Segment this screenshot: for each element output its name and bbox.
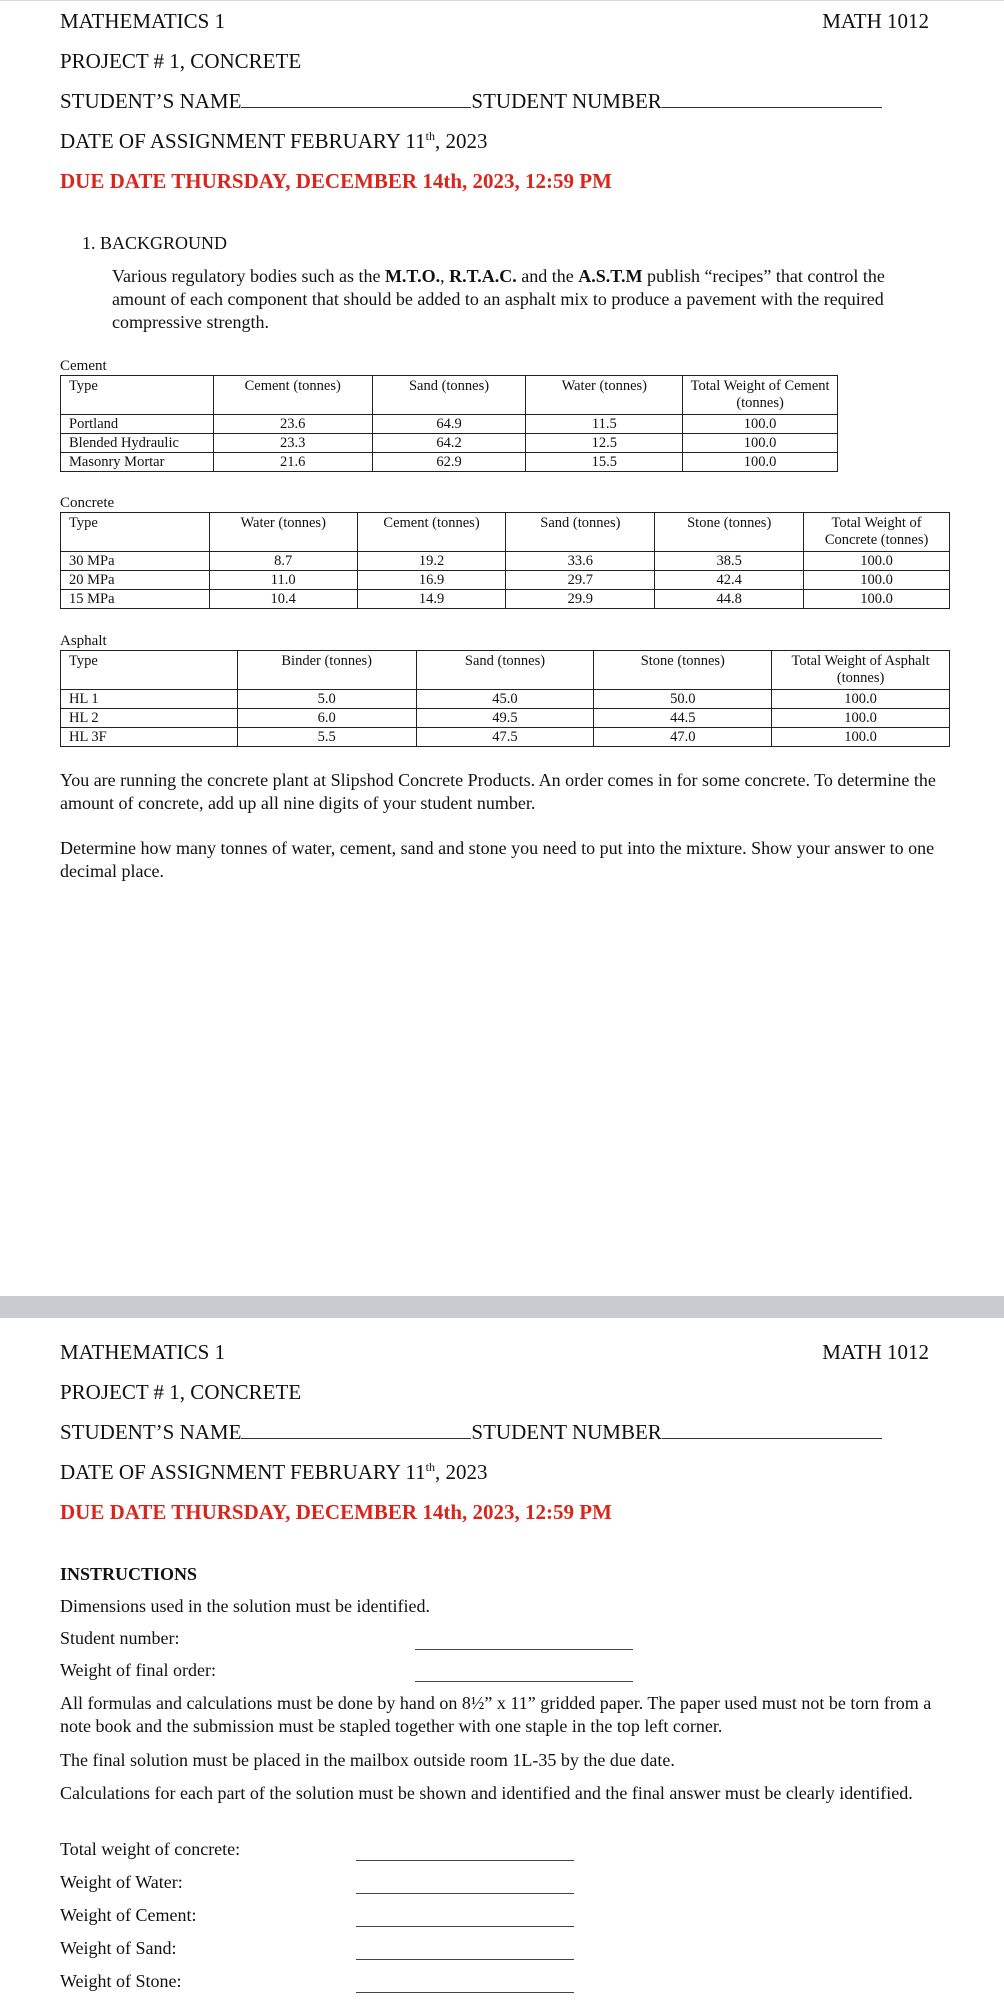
table-cell: 64.9 [372,415,526,434]
table-cell: 100.0 [804,571,950,590]
table-cell: 42.4 [655,571,804,590]
column-header: Water (tonnes) [209,513,357,552]
table-cell: 21.6 [213,453,372,472]
assignment-date-prefix: DATE OF ASSIGNMENT FEBRUARY 11 [60,1460,426,1484]
concrete-table-caption: Concrete [60,495,115,511]
column-header: Cement (tonnes) [213,376,372,415]
assignment-date [60,129,487,154]
column-header: Type [61,376,214,415]
table-row [61,590,950,609]
table-cell: 100.0 [683,453,838,472]
stone-weight-line[interactable] [356,1991,574,1993]
assignment-date-suffix: , 2023 [434,1460,488,1484]
table-cell: Blended Hydraulic [61,434,214,453]
student-name-label: STUDENT’S NAME [60,89,242,113]
column-header: Water (tonnes) [526,376,683,415]
table-row [61,453,838,472]
assignment-date-sup: th [425,129,435,143]
table-cell: 11.5 [526,415,683,434]
project-title: PROJECT # 1, CONCRETE [60,1380,302,1404]
course-title: MATHEMATICS 1 [60,1340,226,1364]
table-cell: HL 3F [61,728,238,747]
page-separator [0,1296,1004,1318]
table-cell: 49.5 [416,709,594,728]
task-paragraph-2: Determine how many tonnes of water, cement, sand and stone you need to put into the mixture. Show your answer to one decimal place. [60,838,935,881]
background-text-2: publish “recipes” that control the amount of each component that should be added to an asphalt mix to produce a pavement with the required compressive strength. [112,266,885,332]
assignment-date [60,1460,487,1485]
table-header-row [61,513,950,552]
background-heading: 1. BACKGROUND [82,233,228,253]
mto-abbr: M.T.O. [384,266,441,286]
total-weight-line[interactable] [356,1859,574,1861]
table-cell: 20 MPa [61,571,210,590]
due-date: DUE DATE THURSDAY, DECEMBER 14th, 2023, 12:59 PM [60,169,612,193]
student-name-blank[interactable] [241,89,471,108]
table-cell: 64.2 [372,434,526,453]
column-header: Type [61,651,238,690]
table-cell: 5.5 [237,728,416,747]
table-row [61,434,838,453]
student-number-label-2: Student number: [60,1628,180,1648]
assignment-date-prefix: DATE OF ASSIGNMENT FEBRUARY 11 [60,129,426,153]
due-date: DUE DATE THURSDAY, DECEMBER 14th, 2023, 12:59 PM [60,1500,612,1524]
table-cell: 30 MPa [61,552,210,571]
column-header: Total Weight of Asphalt (tonnes) [772,651,950,690]
calculation-instructions: Calculations for each part of the solution must be shown and identified and the final answer must be clearly identified. [60,1783,913,1803]
background-paragraph [112,265,942,334]
course-code: MATH 1012 [822,1340,929,1364]
table-row [61,415,838,434]
column-header: Type [61,513,210,552]
table-cell: 23.3 [213,434,372,453]
weight-final-order-line[interactable] [415,1680,633,1682]
table-cell: 100.0 [683,415,838,434]
table-cell: 10.4 [209,590,357,609]
table-cell: Masonry Mortar [61,453,214,472]
table-row [61,728,950,747]
column-header: Stone (tonnes) [594,651,772,690]
table-cell: 44.8 [655,590,804,609]
water-weight-label: Weight of Water: [60,1872,183,1892]
assignment-date-sup: th [425,1460,435,1474]
column-header: Cement (tonnes) [357,513,506,552]
cement-table [60,375,838,472]
background-sep-1: , [440,266,450,286]
page-2 [0,1318,1004,2001]
table-cell: 14.9 [357,590,506,609]
table-cell: 45.0 [416,690,594,709]
water-weight-line[interactable] [356,1892,574,1894]
column-header: Total Weight of Cement (tonnes) [683,376,838,415]
course-title: MATHEMATICS 1 [60,9,226,33]
project-title: PROJECT # 1, CONCRETE [60,49,302,73]
table-row [61,571,950,590]
table-cell: 100.0 [772,728,950,747]
table-cell: HL 2 [61,709,238,728]
table-cell: 100.0 [772,709,950,728]
column-header: Total Weight of Concrete (tonnes) [804,513,950,552]
table-cell: 62.9 [372,453,526,472]
background-sep-2: and the [516,266,579,286]
table-cell: 8.7 [209,552,357,571]
concrete-table [60,512,950,609]
table-row [61,552,950,571]
paper-instructions: All formulas and calculations must be done by hand on 8½” x 11” gridded paper. The paper used must not be torn from a note book and the submission must be stapled together with one staple in the top left corner. [60,1693,932,1736]
table-cell: 33.6 [506,552,655,571]
column-header: Sand (tonnes) [506,513,655,552]
cement-weight-label: Weight of Cement: [60,1905,197,1925]
table-cell: 16.9 [357,571,506,590]
instructions-heading: INSTRUCTIONS [60,1564,198,1584]
table-cell: 100.0 [683,434,838,453]
table-cell: 12.5 [526,434,683,453]
background-text-1: Various regulatory bodies such as the [112,266,385,286]
table-cell: 19.2 [357,552,506,571]
dimensions-note: Dimensions used in the solution must be identified. [60,1596,430,1616]
task-paragraph-1: You are running the concrete plant at Slipshod Concrete Products. An order comes in for some concrete. To determine the amount of concrete, add up all nine digits of your student number. [60,770,936,813]
sand-weight-label: Weight of Sand: [60,1938,177,1958]
table-cell: 5.0 [237,690,416,709]
weight-final-order-label: Weight of final order: [60,1660,216,1680]
asphalt-table [60,650,950,747]
table-cell: 11.0 [209,571,357,590]
table-row [61,709,950,728]
asphalt-table-caption: Asphalt [60,633,107,649]
stone-weight-label: Weight of Stone: [60,1971,182,1991]
student-number-blank[interactable] [662,89,882,108]
table-cell: 44.5 [594,709,772,728]
table-cell: HL 1 [61,690,238,709]
cement-weight-line[interactable] [356,1925,574,1927]
table-cell: 100.0 [804,590,950,609]
table-cell: 50.0 [594,690,772,709]
student-name-blank[interactable] [241,1420,471,1439]
table-header-row [61,376,838,415]
table-cell: 15.5 [526,453,683,472]
astm-abbr: A.S.T.M [578,266,643,286]
table-cell: 47.0 [594,728,772,747]
table-cell: 38.5 [655,552,804,571]
table-cell: 23.6 [213,415,372,434]
total-weight-label: Total weight of concrete: [60,1839,241,1859]
table-cell: 15 MPa [61,590,210,609]
student-number-blank[interactable] [662,1420,882,1439]
student-number-label: STUDENT NUMBER [471,89,662,113]
rtac-abbr: R.T.A.C. [449,266,517,286]
assignment-date-suffix: , 2023 [434,129,488,153]
column-header: Stone (tonnes) [655,513,804,552]
table-cell: 6.0 [237,709,416,728]
table-row [61,690,950,709]
table-header-row [61,651,950,690]
mailbox-instructions: The final solution must be placed in the mailbox outside room 1L-35 by the due date. [60,1750,675,1770]
column-header: Sand (tonnes) [372,376,526,415]
table-cell: 100.0 [804,552,950,571]
table-cell: Portland [61,415,214,434]
student-info-line [60,89,882,114]
table-cell: 29.7 [506,571,655,590]
table-cell: 29.9 [506,590,655,609]
table-cell: 47.5 [416,728,594,747]
sand-weight-line[interactable] [356,1958,574,1960]
table-cell: 100.0 [772,690,950,709]
student-number-label: STUDENT NUMBER [471,1420,662,1444]
student-info-line [60,1420,882,1445]
column-header: Binder (tonnes) [237,651,416,690]
student-number-line[interactable] [415,1648,633,1650]
student-name-label: STUDENT’S NAME [60,1420,242,1444]
column-header: Sand (tonnes) [416,651,594,690]
course-code: MATH 1012 [822,9,929,33]
cement-table-caption: Cement [60,358,107,374]
